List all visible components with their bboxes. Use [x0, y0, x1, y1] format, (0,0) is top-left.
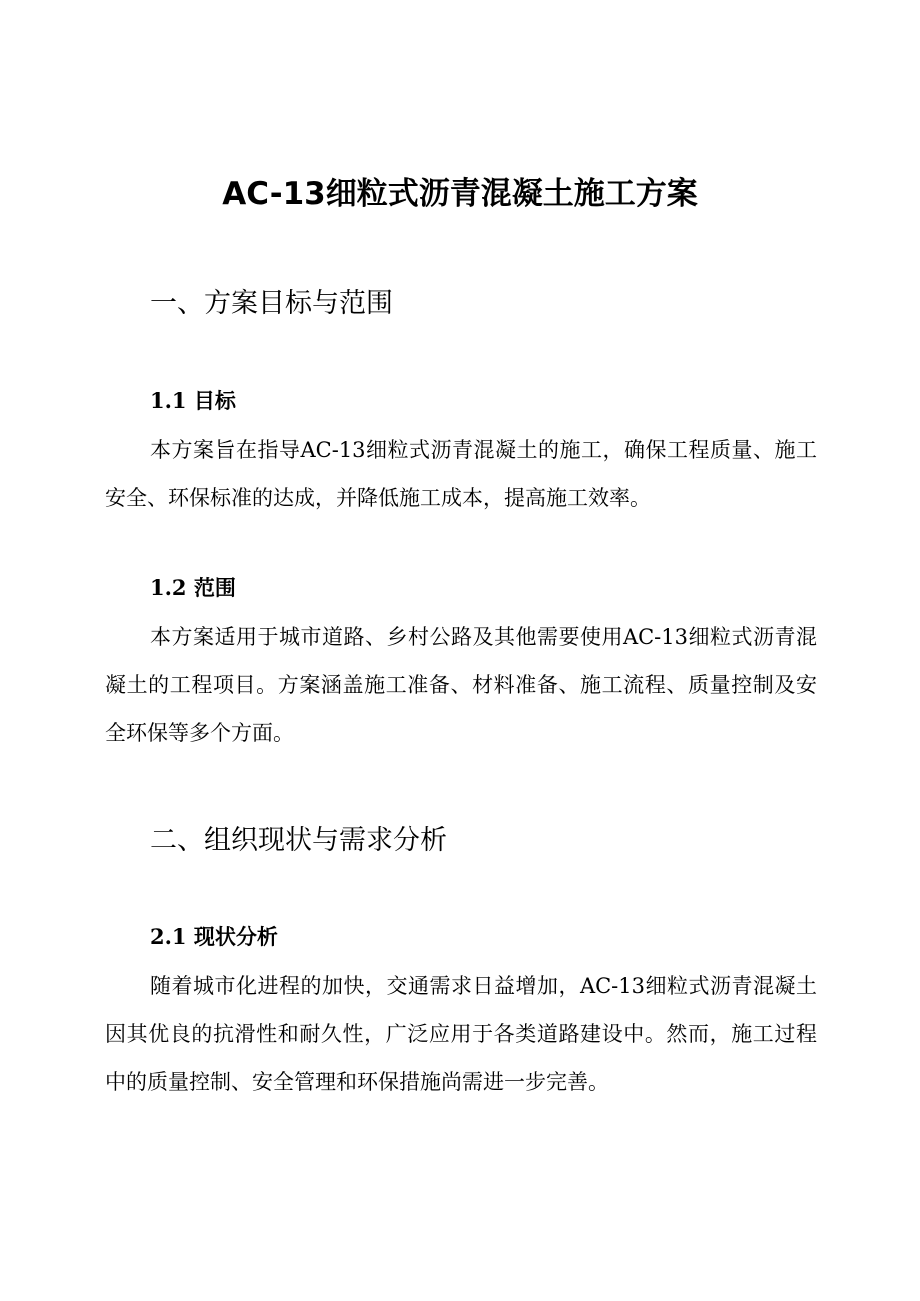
subsection-heading: 2.1 现状分析: [150, 924, 278, 949]
section-heading: 一、方案目标与范围: [150, 288, 393, 319]
subsection-heading: 1.1 目标: [150, 388, 236, 413]
section-heading: 二、组织现状与需求分析: [150, 825, 447, 856]
subsection-heading: 1.2 范围: [150, 575, 236, 600]
paragraph: 本方案旨在指导AC-13细粒式沥青混凝土的施工，确保工程质量、施工安全、环保标准的达成，并降低施工成本，提高施工效率。: [105, 438, 817, 510]
paragraph: 随着城市化进程的加快，交通需求日益增加，AC-13细粒式沥青混凝土因其优良的抗滑性和耐久性，广泛应用于各类道路建设中。然而，施工过程中的质量控制、安全管理和环保措施尚需进一步完善。: [105, 974, 817, 1094]
paragraph: 本方案适用于城市道路、乡村公路及其他需要使用AC-13细粒式沥青混凝土的工程项目。方案涵盖施工准备、材料准备、施工流程、质量控制及安全环保等多个方面。: [105, 625, 817, 745]
document-title: AC-13细粒式沥青混凝土施工方案: [222, 176, 698, 212]
